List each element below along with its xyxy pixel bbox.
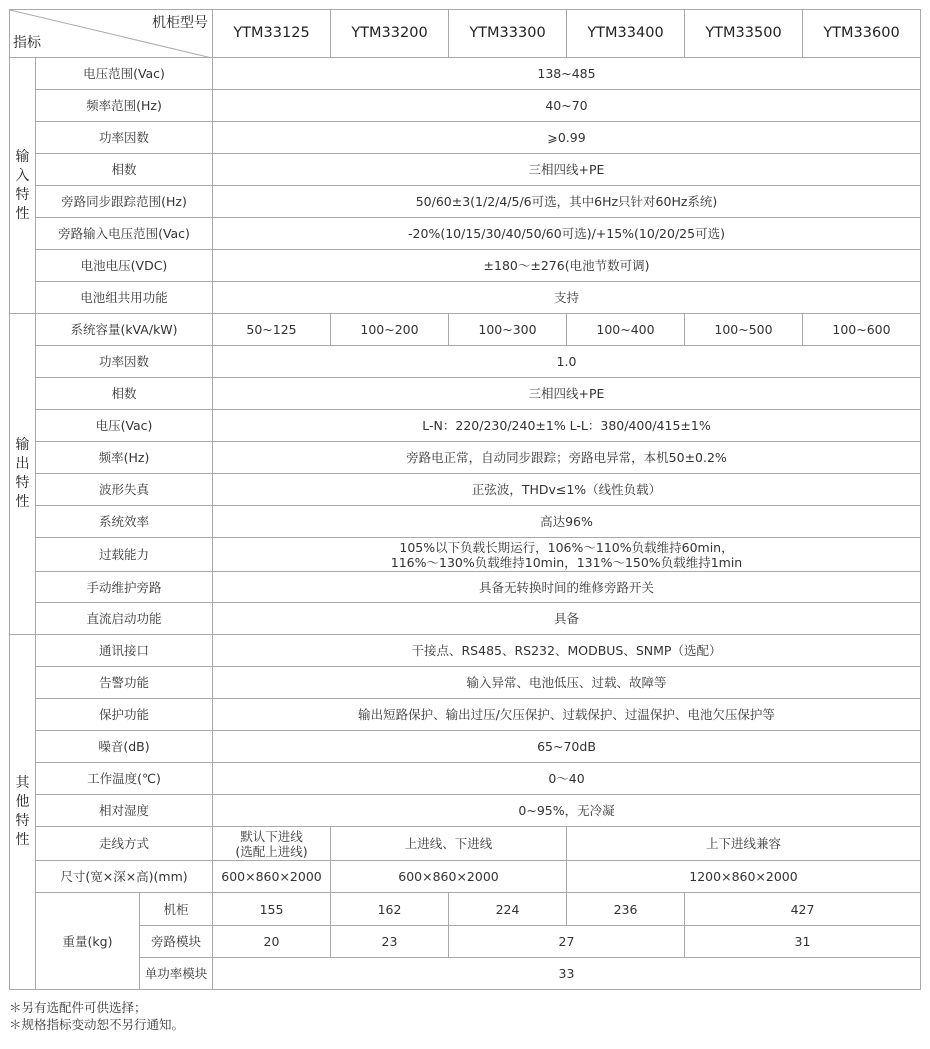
- weight-sub-label: 旁路模块: [140, 926, 213, 958]
- row-label: 电池电压(VDC): [36, 250, 213, 282]
- row-value: ⩾0.99: [213, 122, 921, 154]
- table-row: [10, 154, 921, 186]
- row-value: [213, 538, 921, 572]
- weight-value: 224: [449, 893, 567, 926]
- weight-value: 31: [685, 926, 921, 958]
- model-header: YTM33125: [213, 10, 331, 58]
- row-value: 具备无转换时间的维修旁路开关: [213, 572, 921, 603]
- row-label: 旁路输入电压范围(Vac): [36, 218, 213, 250]
- row-value: 高达96%: [213, 506, 921, 538]
- overload-text: 105%以下负载长期运行，106%～110%负载维持60min， 116%～130%负载维持10min，131%～150%负载维持1min: [390, 539, 743, 570]
- table-row: [10, 731, 921, 763]
- capacity-value: 100~600: [803, 314, 921, 346]
- row-label: 波形失真: [36, 474, 213, 506]
- row-label: 告警功能: [36, 667, 213, 699]
- weight-sub-label: 单功率模块: [140, 958, 213, 990]
- capacity-value: 100~300: [449, 314, 567, 346]
- row-label: 相数: [36, 154, 213, 186]
- row-label: 手动维护旁路: [36, 572, 213, 603]
- table-row: [10, 250, 921, 282]
- table-row: [10, 958, 921, 990]
- row-value: 138~485: [213, 58, 921, 90]
- row-label: 电池组共用功能: [36, 282, 213, 314]
- table-row: [10, 795, 921, 827]
- row-label: 电压范围(Vac): [36, 58, 213, 90]
- weight-value: 27: [449, 926, 685, 958]
- row-label: 频率(Hz): [36, 442, 213, 474]
- row-value: 具备: [213, 603, 921, 635]
- table-row: [10, 378, 921, 410]
- table-row: [10, 827, 921, 861]
- capacity-value: 50~125: [213, 314, 331, 346]
- row-label: 旁路同步跟踪范围(Hz): [36, 186, 213, 218]
- row-label: 功率因数: [36, 122, 213, 154]
- table-row: [10, 90, 921, 122]
- spec-table: [9, 9, 921, 990]
- row-value: 40~70: [213, 90, 921, 122]
- row-value: 0~95%，无冷凝: [213, 795, 921, 827]
- table-row: [10, 538, 921, 572]
- model-header: YTM33400: [567, 10, 685, 58]
- row-value: 三相四线+PE: [213, 154, 921, 186]
- row-label: 相数: [36, 378, 213, 410]
- weight-value: 20: [213, 926, 331, 958]
- row-label: 系统效率: [36, 506, 213, 538]
- row-label: 通讯接口: [36, 635, 213, 667]
- row-label: 功率因数: [36, 346, 213, 378]
- wiring-value: [213, 827, 331, 861]
- model-header: YTM33200: [331, 10, 449, 58]
- table-row: [10, 893, 921, 926]
- table-row: [10, 635, 921, 667]
- footnote: ＊另有选配件可供选择；: [9, 1000, 147, 1015]
- table-row: [10, 926, 921, 958]
- row-label: 尺寸(宽×深×高)(mm): [36, 861, 213, 893]
- header-row: [10, 10, 921, 58]
- model-header: YTM33500: [685, 10, 803, 58]
- footnote: ＊规格指标变动恕不另行通知。: [9, 1016, 185, 1032]
- row-value: 输入异常、电池低压、过载、故障等: [213, 667, 921, 699]
- size-value: 1200×860×2000: [567, 861, 921, 893]
- corner-model-label: 机柜型号: [152, 15, 208, 31]
- table-row: [10, 186, 921, 218]
- group-output-label: 输出特性: [10, 314, 36, 635]
- table-row: [10, 218, 921, 250]
- row-label: 工作温度(℃): [36, 763, 213, 795]
- row-value: 50/60±3(1/2/4/5/6可选，其中6Hz只针对60Hz系统): [213, 186, 921, 218]
- row-label: 电压(Vac): [36, 410, 213, 442]
- capacity-value: 100~400: [567, 314, 685, 346]
- weight-value: 33: [213, 958, 921, 990]
- wiring-value-text: 默认下进线 (选配上进线): [235, 828, 308, 859]
- size-value: 600×860×2000: [331, 861, 567, 893]
- row-label: 噪音(dB): [36, 731, 213, 763]
- table-row: [10, 572, 921, 603]
- weight-value: 236: [567, 893, 685, 926]
- row-value: L-N：220/230/240±1% L-L：380/400/415±1%: [213, 410, 921, 442]
- table-row: [10, 410, 921, 442]
- table-row: [10, 474, 921, 506]
- row-label: 系统容量(kVA/kW): [36, 314, 213, 346]
- size-value: 600×860×2000: [213, 861, 331, 893]
- row-label: 过载能力: [36, 538, 213, 572]
- table-row: [10, 314, 921, 346]
- model-header: YTM33300: [449, 10, 567, 58]
- weight-sub-label: 机柜: [140, 893, 213, 926]
- table-row: [10, 282, 921, 314]
- table-row: [10, 861, 921, 893]
- capacity-value: 100~500: [685, 314, 803, 346]
- row-value: 1.0: [213, 346, 921, 378]
- row-label: 保护功能: [36, 699, 213, 731]
- footnotes: [9, 1000, 184, 1033]
- row-value: -20%(10/15/30/40/50/60可选)/+15%(10/20/25可选): [213, 218, 921, 250]
- table-row: [10, 442, 921, 474]
- table-row: [10, 346, 921, 378]
- group-other-label: 其他特性: [10, 635, 36, 990]
- weight-value: 23: [331, 926, 449, 958]
- weight-label: 重量(kg): [36, 893, 140, 990]
- table-row: [10, 603, 921, 635]
- capacity-value: 100~200: [331, 314, 449, 346]
- row-value: 支持: [213, 282, 921, 314]
- row-value: 干接点、RS485、RS232、MODBUS、SNMP（选配）: [213, 635, 921, 667]
- wiring-value: 上下进线兼容: [567, 827, 921, 861]
- table-row: [10, 58, 921, 90]
- weight-value: 155: [213, 893, 331, 926]
- weight-value: 427: [685, 893, 921, 926]
- table-row: [10, 667, 921, 699]
- group-input-label: 输入特性: [10, 58, 36, 314]
- row-value: 0～40: [213, 763, 921, 795]
- row-label: 相对湿度: [36, 795, 213, 827]
- row-value: 输出短路保护、输出过压/欠压保护、过载保护、过温保护、电池欠压保护等: [213, 699, 921, 731]
- weight-value: 162: [331, 893, 449, 926]
- corner-spec-label: 指标: [13, 35, 41, 51]
- table-row: [10, 122, 921, 154]
- row-label: 走线方式: [36, 827, 213, 861]
- table-row: [10, 506, 921, 538]
- row-value: 65~70dB: [213, 731, 921, 763]
- model-header: YTM33600: [803, 10, 921, 58]
- table-row: [10, 699, 921, 731]
- table-row: [10, 763, 921, 795]
- row-value: ±180～±276(电池节数可调): [213, 250, 921, 282]
- wiring-value: 上进线、下进线: [331, 827, 567, 861]
- row-value: 旁路电正常，自动同步跟踪；旁路电异常，本机50±0.2%: [213, 442, 921, 474]
- row-label: 频率范围(Hz): [36, 90, 213, 122]
- row-label: 直流启动功能: [36, 603, 213, 635]
- row-value: 正弦波，THDv≤1%（线性负载）: [213, 474, 921, 506]
- header-corner-cell: [10, 10, 213, 58]
- row-value: 三相四线+PE: [213, 378, 921, 410]
